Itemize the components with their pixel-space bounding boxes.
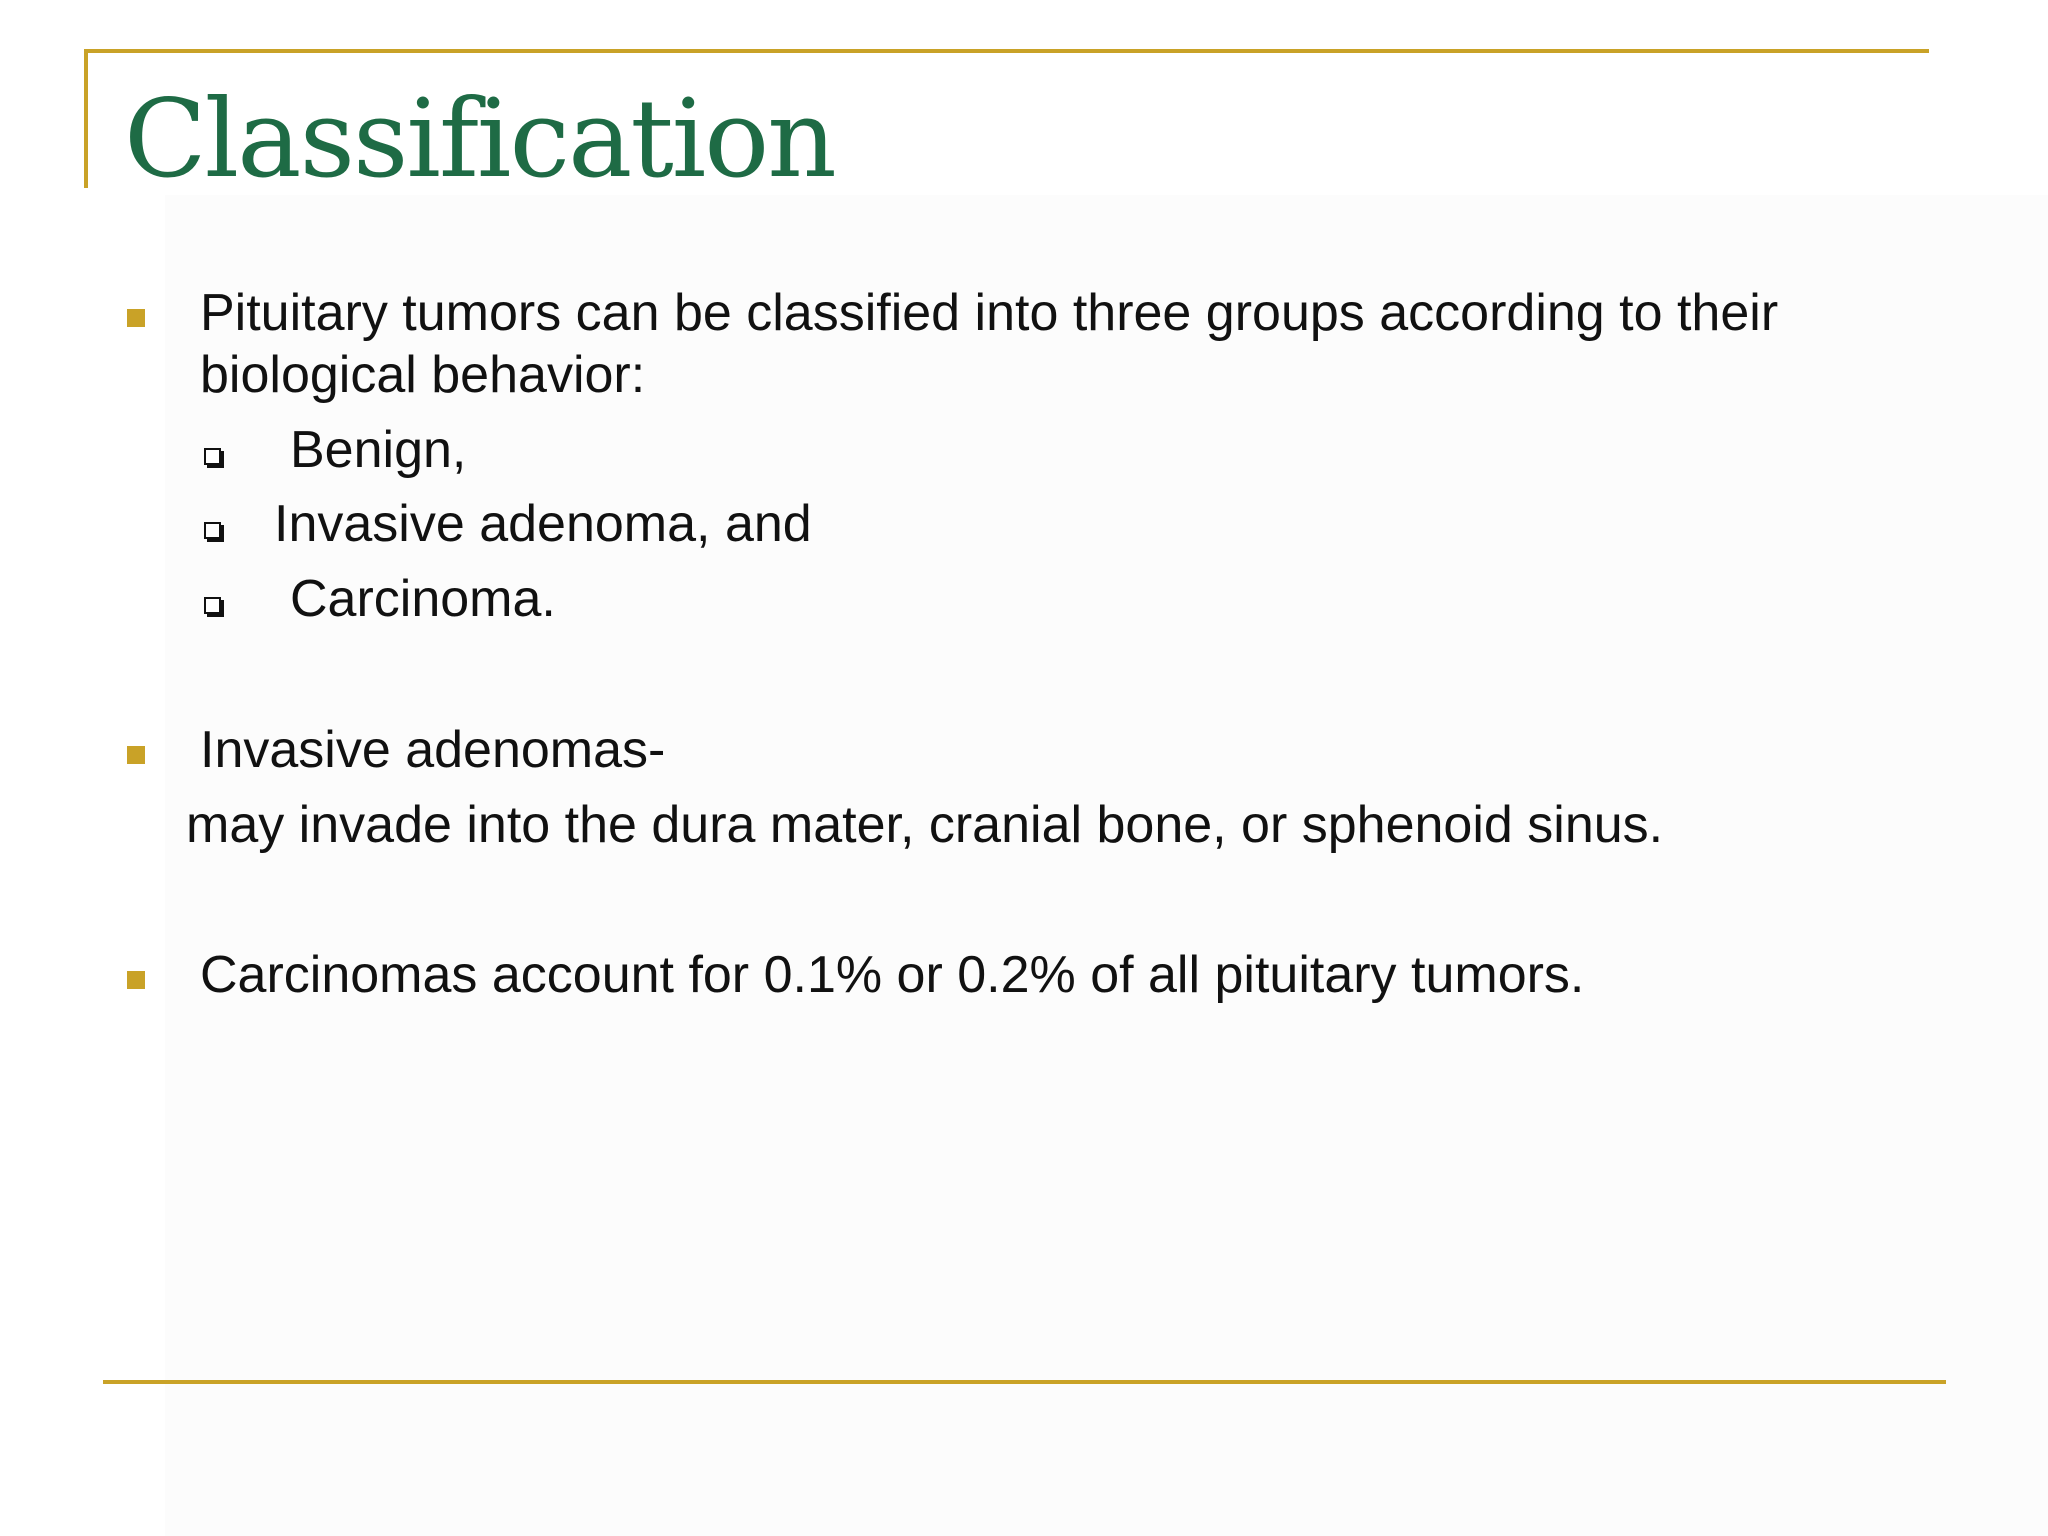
bullet-2-line-1: Invasive adenomas- — [200, 721, 666, 779]
sub-bullet-marker-1 — [204, 448, 221, 465]
bullet-1-line-2: biological behavior: — [200, 346, 646, 404]
bullet-marker-2 — [127, 746, 145, 764]
bullet-marker-3 — [127, 971, 145, 989]
sub-item-carcinoma: Carcinoma. — [290, 570, 556, 628]
slide-title: Classification — [124, 77, 835, 202]
bullet-marker-1 — [127, 309, 145, 327]
sub-item-invasive-adenoma: Invasive adenoma, and — [274, 495, 812, 553]
bullet-1-line-1: Pituitary tumors can be classified into three groups according to their — [200, 284, 1779, 342]
bullet-2-continuation: may invade into the dura mater, cranial bone, or sphenoid sinus. — [186, 796, 1664, 854]
top-accent-rule — [84, 49, 1929, 53]
bottom-accent-rule — [103, 1380, 1946, 1384]
sub-bullet-marker-3 — [204, 597, 221, 614]
left-accent-rule — [84, 49, 88, 188]
sub-item-benign: Benign, — [290, 421, 467, 479]
bullet-3-line-1: Carcinomas account for 0.1% or 0.2% of all pituitary tumors. — [200, 946, 1585, 1004]
sub-bullet-marker-2 — [204, 522, 221, 539]
